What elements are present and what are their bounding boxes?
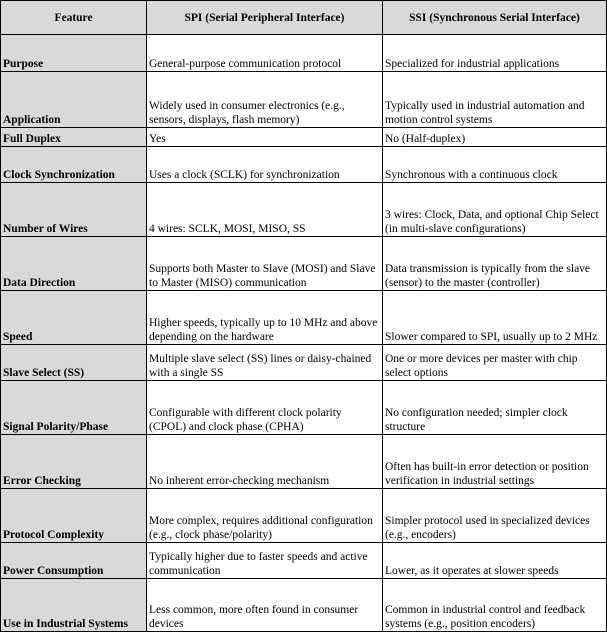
- ssi-cell: Often has built-in error detection or position verification in industrial settings: [383, 435, 607, 489]
- feature-cell: Error Checking: [1, 435, 147, 489]
- table-row: [1, 489, 607, 543]
- header-ssi: SSI (Synchronous Serial Interface): [383, 1, 607, 35]
- ssi-cell: Simpler protocol used in specialized devices (e.g., encoders): [383, 489, 607, 543]
- spi-cell: Less common, more often found in consumer devices: [147, 579, 383, 632]
- table-row: [1, 543, 607, 579]
- ssi-cell: Lower, as it operates at slower speeds: [383, 543, 607, 579]
- table-row: [1, 579, 607, 632]
- feature-cell: Purpose: [1, 35, 147, 72]
- header-feature: Feature: [1, 1, 147, 35]
- spi-cell: General-purpose communication protocol: [147, 35, 383, 72]
- ssi-cell: 3 wires: Clock, Data, and optional Chip Select (in multi-slave configurations): [383, 183, 607, 237]
- table-row: [1, 435, 607, 489]
- spi-cell: Typically higher due to faster speeds and active communication: [147, 543, 383, 579]
- feature-cell: Full Duplex: [1, 128, 147, 147]
- header-spi: SPI (Serial Peripheral Interface): [147, 1, 383, 35]
- spi-cell: Yes: [147, 128, 383, 147]
- table-header: [1, 1, 607, 35]
- spi-cell: Widely used in consumer electronics (e.g., sensors, displays, flash memory): [147, 72, 383, 128]
- table-row: [1, 72, 607, 128]
- feature-cell: Slave Select (SS): [1, 345, 147, 381]
- spi-cell: Uses a clock (SCLK) for synchronization: [147, 147, 383, 183]
- table-row: [1, 35, 607, 72]
- table-row: [1, 237, 607, 291]
- feature-cell: Data Direction: [1, 237, 147, 291]
- table-row: [1, 147, 607, 183]
- spi-cell: Supports both Master to Slave (MOSI) and Slave to Master (MISO) communication: [147, 237, 383, 291]
- ssi-cell: Slower compared to SPI, usually up to 2 MHz: [383, 291, 607, 345]
- ssi-cell: No (Half-duplex): [383, 128, 607, 147]
- feature-cell: Power Consumption: [1, 543, 147, 579]
- feature-cell: Speed: [1, 291, 147, 345]
- ssi-cell: Data transmission is typically from the slave (sensor) to the master (controller): [383, 237, 607, 291]
- table-row: [1, 183, 607, 237]
- ssi-cell: Synchronous with a continuous clock: [383, 147, 607, 183]
- ssi-cell: Typically used in industrial automation and motion control systems: [383, 72, 607, 128]
- spi-cell: Configurable with different clock polarity (CPOL) and clock phase (CPHA): [147, 381, 383, 435]
- spi-cell: 4 wires: SCLK, MOSI, MISO, SS: [147, 183, 383, 237]
- table-row: [1, 128, 607, 147]
- ssi-cell: Common in industrial control and feedback systems (e.g., position encoders): [383, 579, 607, 632]
- spi-cell: More complex, requires additional configuration (e.g., clock phase/polarity): [147, 489, 383, 543]
- feature-cell: Number of Wires: [1, 183, 147, 237]
- table-body: [1, 35, 607, 632]
- ssi-cell: No configuration needed; simpler clock structure: [383, 381, 607, 435]
- table-row: [1, 291, 607, 345]
- feature-cell: Protocol Complexity: [1, 489, 147, 543]
- feature-cell: Clock Synchronization: [1, 147, 147, 183]
- feature-cell: Use in Industrial Systems: [1, 579, 147, 632]
- table-row: [1, 345, 607, 381]
- spi-cell: Multiple slave select (SS) lines or daisy-chained with a single SS: [147, 345, 383, 381]
- spi-cell: Higher speeds, typically up to 10 MHz and above depending on the hardware: [147, 291, 383, 345]
- table-row: [1, 381, 607, 435]
- header-row: [1, 1, 607, 35]
- feature-cell: Application: [1, 72, 147, 128]
- ssi-cell: One or more devices per master with chip select options: [383, 345, 607, 381]
- spi-cell: No inherent error-checking mechanism: [147, 435, 383, 489]
- ssi-cell: Specialized for industrial applications: [383, 35, 607, 72]
- feature-cell: Signal Polarity/Phase: [1, 381, 147, 435]
